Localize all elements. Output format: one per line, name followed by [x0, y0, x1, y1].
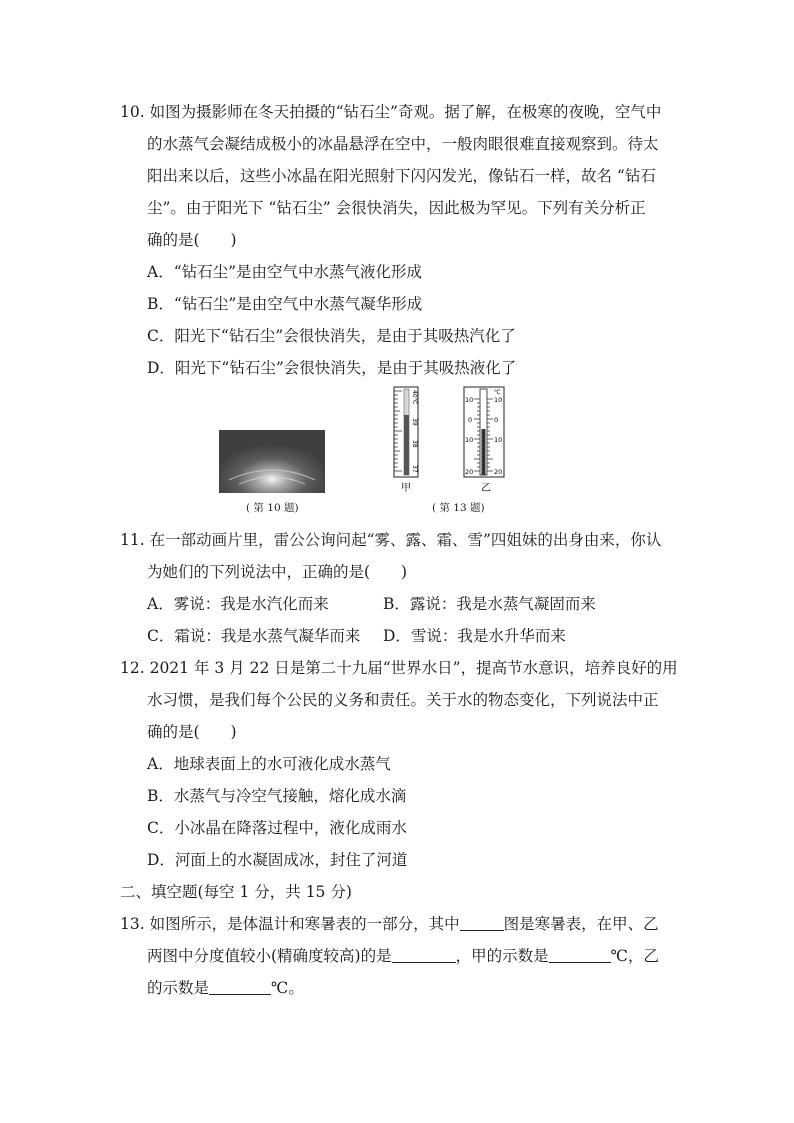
diamond-dust-photo [219, 430, 325, 493]
figure-10-caption: ( 第 10 题) [246, 502, 299, 514]
therm-jia-tick-3: 37 [411, 465, 418, 473]
therm-jia-tick-2: 38 [411, 440, 418, 448]
q10-option-b: B．“钻石尘”是由空气中水蒸气凝华形成 [147, 295, 423, 313]
thermometer-figure [392, 385, 512, 497]
q13-text-2c: ℃，乙 [610, 947, 659, 965]
therm-yi-right-tick-1: 0 [494, 416, 499, 424]
q12-option-b: B．水蒸气与冷空气接触，熔化成水滴 [147, 787, 407, 805]
q13-text-2b: ，甲的示数是 [455, 947, 549, 965]
therm-jia-tick-1: 39 [411, 418, 418, 426]
therm-yi-left-tick-2: 10 [465, 436, 474, 444]
q13-text-1a: 13. 如图所示，是体温计和寒暑表的一部分，其中 [120, 915, 460, 933]
q13-text-3a: 的示数是 [147, 979, 210, 997]
q13-blank-2[interactable] [392, 948, 456, 963]
therm-yi-unit: ℃ [494, 389, 501, 396]
q11-option-d: D．雪说：我是水升华而来 [383, 627, 566, 645]
q13-line-3 [147, 978, 304, 998]
q13-line-1 [120, 914, 659, 934]
therm-yi-left-tick-1: 0 [468, 416, 473, 424]
q10-line-1: 10. 如图为摄影师在冬天拍摄的“钻石尘”奇观。据了解，在极寒的夜晚，空气中 [120, 103, 662, 121]
q11-line-2: 为她们的下列说法中，正确的是( ) [147, 563, 408, 581]
q11-line-1: 11. 在一部动画片里，雷公公询问起“雾、露、霜、雪”四姐妹的出身由来，你认 [120, 531, 662, 549]
q13-blank-3[interactable] [549, 948, 611, 963]
q12-option-a: A．地球表面上的水可液化成水蒸气 [147, 755, 391, 773]
q10-line-3: 阳出来以后，这些小冰晶在阳光照射下闪闪发光，像钻石一样，故名 “钻石 [147, 167, 656, 185]
figure-13-caption: ( 第 13 题) [432, 502, 485, 514]
q11-option-a: A．雾说：我是水汽化而来 [147, 595, 329, 613]
therm-jia-label: 甲 [401, 483, 411, 494]
q13-blank-4[interactable] [209, 980, 271, 995]
therm-yi-left-tick-3: 20 [465, 468, 474, 476]
q10-option-c: C．阳光下“钻石尘”会很快消失，是由于其吸热汽化了 [147, 327, 516, 345]
q11-option-b: B．露说：我是水蒸气凝固而来 [383, 595, 596, 613]
therm-yi-right-tick-0: 10 [494, 396, 503, 404]
q12-line-2: 水习惯，是我们每个公民的义务和责任。关于水的物态变化，下列说法中正 [147, 691, 659, 709]
therm-yi-right-tick-3: 20 [494, 468, 503, 476]
q10-line-2: 的水蒸气会凝结成极小的冰晶悬浮在空中，一般肉眼很难直接观察到。待太 [147, 135, 659, 153]
q10-option-d: D．阳光下“钻石尘”会很快消失，是由于其吸热液化了 [147, 359, 517, 377]
q10-option-a: A．“钻石尘”是由空气中水蒸气液化形成 [147, 263, 423, 281]
clinical-thermometer [394, 387, 418, 477]
therm-yi-right-tick-2: 10 [494, 436, 503, 444]
q13-text-2a: 两图中分度值较小(精确度较高)的是 [147, 947, 392, 965]
q13-text-1b: 图是寒暑表，在甲、乙 [503, 915, 659, 933]
q12-option-d: D．河面上的水凝固成冰，封住了河道 [147, 851, 408, 869]
q13-text-3b: ℃。 [271, 979, 304, 997]
q12-line-1: 12. 2021 年 3 月 22 日是第二十九届“世界水日”，提高节水意识，培养良好的用 [120, 659, 678, 677]
q12-option-c: C．小冰晶在降落过程中，液化成雨水 [147, 819, 407, 837]
section-heading: 二、填空题(每空 1 分，共 15 分) [120, 883, 352, 901]
q10-line-4: 尘”。由于阳光下 “钻石尘” 会很快消失，因此极为罕见。下列有关分析正 [147, 199, 646, 217]
therm-jia-tick-0: 40℃ [411, 390, 418, 405]
q13-line-2 [147, 946, 659, 966]
therm-yi-left-tick-0: 10 [465, 396, 474, 404]
q11-option-c: C．霜说：我是水蒸气凝华而来 [147, 627, 361, 645]
room-thermometer [464, 387, 504, 477]
q13-blank-1[interactable] [460, 916, 504, 931]
q10-line-5: 确的是( ) [147, 231, 237, 249]
q12-line-3: 确的是( ) [147, 723, 237, 741]
therm-yi-label: 乙 [481, 483, 491, 494]
